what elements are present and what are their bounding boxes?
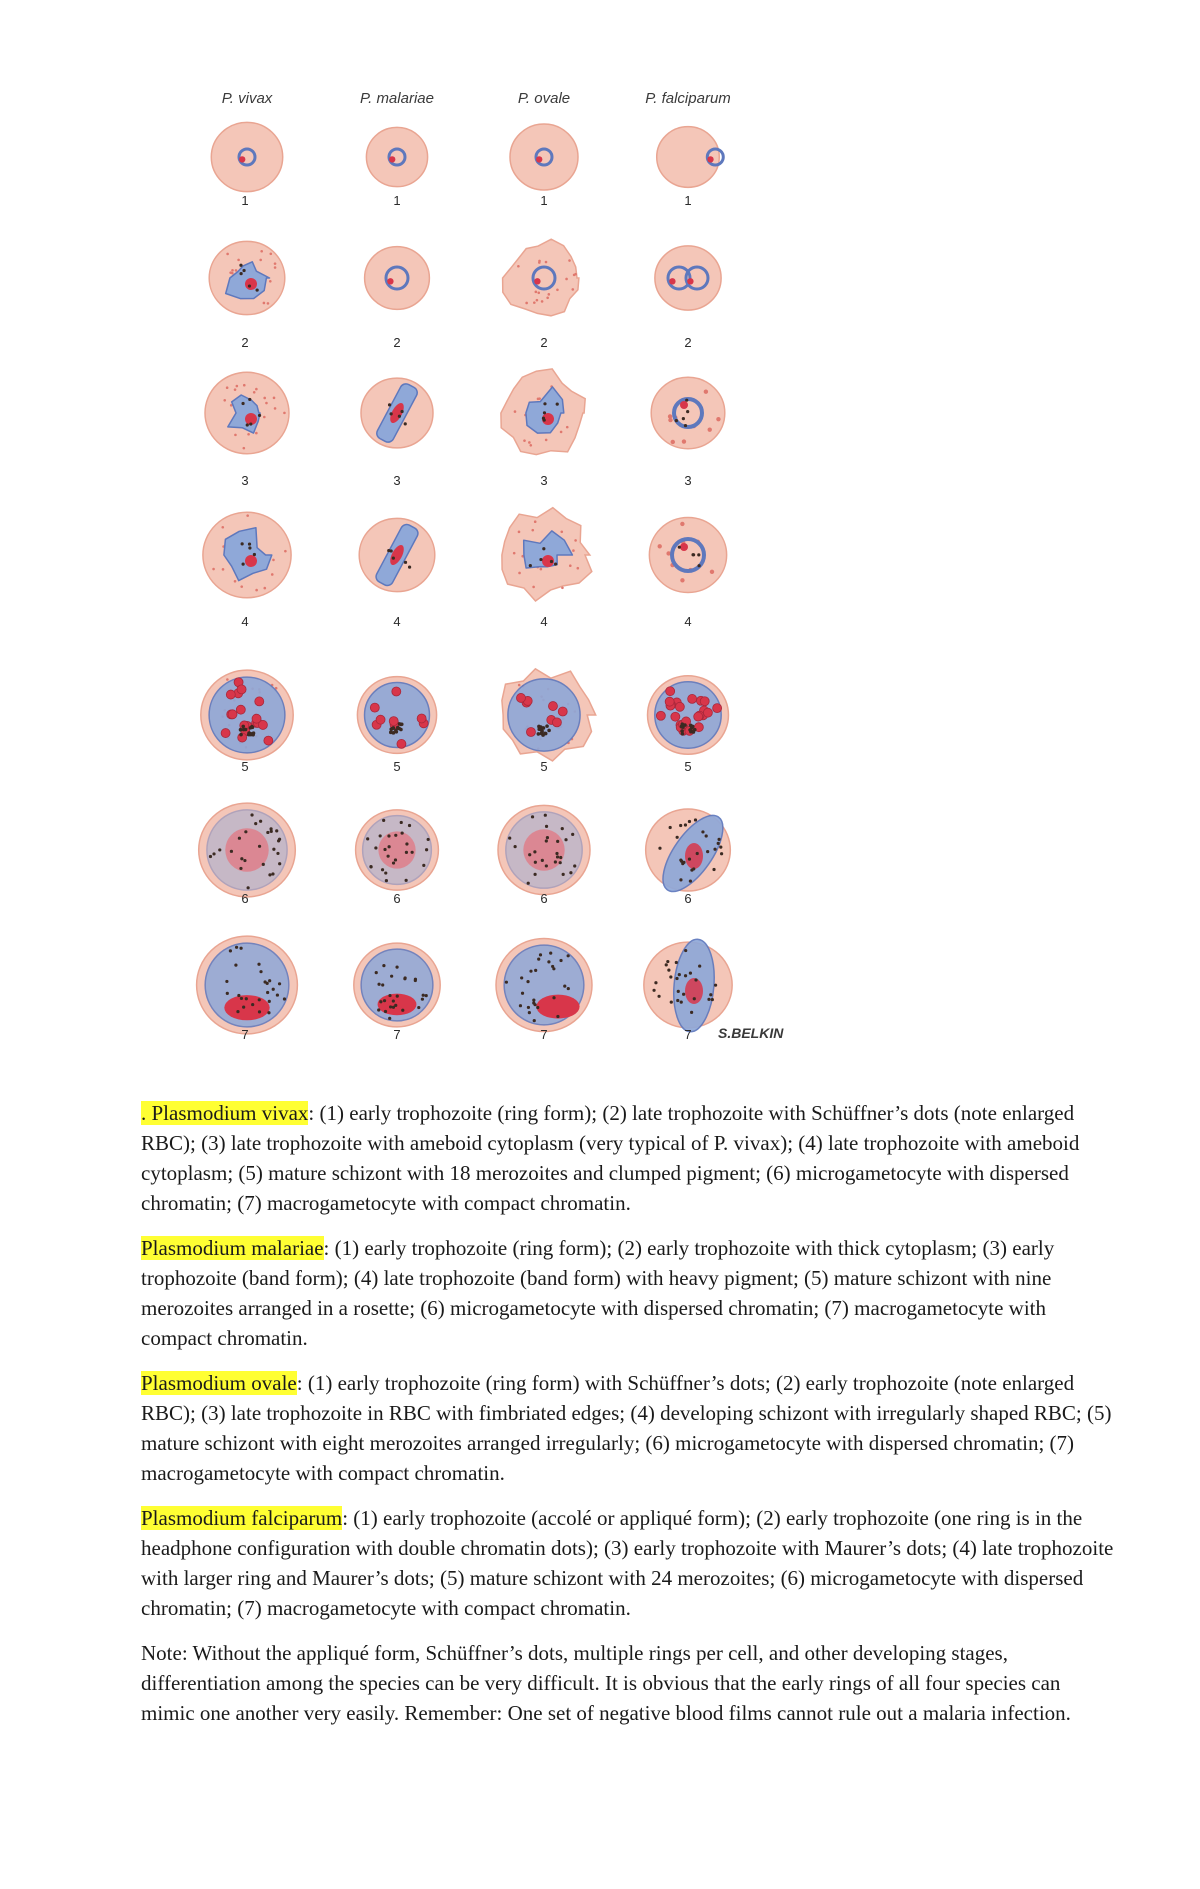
rbc-cell: [205, 372, 289, 453]
species-name-highlight: Plasmodium falciparum: [141, 1506, 343, 1530]
rbc-cell: [197, 936, 298, 1034]
rbc-cell: [199, 803, 296, 897]
rbc-cell: [648, 676, 729, 755]
artist-signature: S.BELKIN: [718, 1025, 784, 1041]
stage-number: 5: [393, 759, 401, 774]
rbc-cell: [354, 943, 440, 1027]
paragraph-malariae: [141, 1233, 1116, 1353]
species-descriptions: [141, 1098, 1116, 1743]
species-description: : (1) early trophozoite (accolé or appliqué form); (2) early trophozoite (one ring is in the headphone configuration with double chromatin dots); (3) early trophozoite with Maurer’s dots; (4) late trophozoite with larger ring and Maurer’s dots; (5) mature schizont with 24 merozoites; (6) microgametocyte with dispersed chromatin; (7) macrogametocyte with compact chromatin.: [141, 1506, 1114, 1620]
rbc-cell: [201, 670, 293, 760]
stage-number: 7: [684, 1027, 692, 1042]
rbc-cell: [498, 805, 590, 894]
column-header: P. falciparum: [645, 90, 731, 107]
rbc-cell: [502, 669, 596, 761]
rbc-cell: [655, 246, 721, 310]
note-paragraph: Note: Without the appliqué form, Schüffner’s dots, multiple rings per cell, and other developing stages, differentiation among the species can be very difficult. It is obvious that the early rings of all four species can mimic one another very easily. Remember: One set of negative blood films cannot rule out a malaria infection.: [141, 1641, 1071, 1725]
rbc-cell: [357, 677, 436, 754]
stage-number: 1: [540, 193, 548, 208]
rbc-cell: [366, 127, 427, 186]
stage-number: 5: [540, 759, 548, 774]
stage-number: 7: [241, 1027, 249, 1042]
species-description: : (1) early trophozoite (ring form) with Schüffner’s dots; (2) early trophozoite (note enlarged RBC); (3) late trophozoite in RBC with fimbriated edges; (4) developing schizont with irregularly shaped RBC; (5) mature schizont with eight merozoites arranged irregularly; (6) microgametocyte with dispersed chromatin; (7) macrogametocyte with compact chromatin.: [141, 1371, 1112, 1485]
species-name-highlight: Plasmodium ovale: [141, 1371, 297, 1395]
rbc-cell: [644, 938, 732, 1034]
stage-number: 3: [684, 473, 692, 488]
stage-number: 2: [241, 335, 249, 350]
stage-number: 1: [241, 193, 249, 208]
stage-number: 4: [393, 614, 401, 629]
stage-number: 4: [241, 614, 249, 629]
rbc-cell: [646, 806, 734, 901]
stage-number: 6: [540, 891, 548, 906]
rbc-cell: [209, 241, 285, 314]
rbc-cell: [356, 810, 439, 890]
stage-number: 1: [393, 193, 401, 208]
stage-number: 2: [393, 335, 401, 350]
rbc-cell: [361, 378, 433, 448]
stage-number: 5: [684, 759, 692, 774]
rbc-cell: [657, 127, 724, 188]
column-header: P. vivax: [221, 90, 273, 107]
stage-number: 5: [241, 759, 249, 774]
rbc-cell: [496, 938, 592, 1031]
stage-number: 3: [540, 473, 548, 488]
rbc-cell: [211, 122, 282, 191]
paragraph-falciparum: [141, 1503, 1116, 1623]
paragraph-ovale: [141, 1368, 1116, 1488]
rbc-cell: [503, 239, 579, 316]
stage-number: 3: [241, 473, 249, 488]
rbc-cell: [359, 518, 435, 591]
stage-number: 2: [684, 335, 692, 350]
stage-number: 4: [684, 614, 692, 629]
rbc-cell: [365, 247, 430, 310]
species-description: : (1) early trophozoite (ring form); (2) late trophozoite with Schüffner’s dots (note enlarged RBC); (3) late trophozoite with ameboid cytoplasm (very typical of P. vivax); (4) late trophozoite with ameboid cytoplasm; (5) mature schizont with 18 merozoites and clumped pigment; (6) microgametocyte with dispersed chromatin; (7) macrogametocyte with compact chromatin.: [141, 1101, 1080, 1215]
stage-number: 4: [540, 614, 548, 629]
rbc-cell: [651, 377, 725, 448]
column-header: P. malariae: [360, 90, 434, 107]
rbc-cell: [649, 518, 726, 593]
rbc-cell: [502, 508, 592, 601]
rbc-cell: [203, 512, 291, 598]
rbc-cell: [510, 124, 578, 190]
stage-number: 7: [393, 1027, 401, 1042]
column-header: P. ovale: [517, 90, 571, 107]
stage-number: 3: [393, 473, 401, 488]
species-description: : (1) early trophozoite (ring form); (2) early trophozoite with thick cytoplasm; (3) early trophozoite (band form); (4) late trophozoite (band form) with heavy pigment; (5) mature schizont with nine merozoites arranged in a rosette; (6) microgametocyte with dispersed chromatin; (7) macrogametocyte with compact chromatin.: [141, 1236, 1055, 1350]
stage-number: 6: [684, 891, 692, 906]
species-name-highlight: . Plasmodium vivax: [141, 1101, 309, 1125]
species-name-highlight: Plasmodium malariae: [141, 1236, 324, 1260]
stage-number: 1: [684, 193, 692, 208]
paragraph-vivax: [141, 1098, 1116, 1218]
rbc-cell: [501, 369, 585, 455]
stage-number: 7: [540, 1027, 548, 1042]
stage-number: 2: [540, 335, 548, 350]
stage-number: 6: [393, 891, 401, 906]
stage-number: 6: [241, 891, 249, 906]
